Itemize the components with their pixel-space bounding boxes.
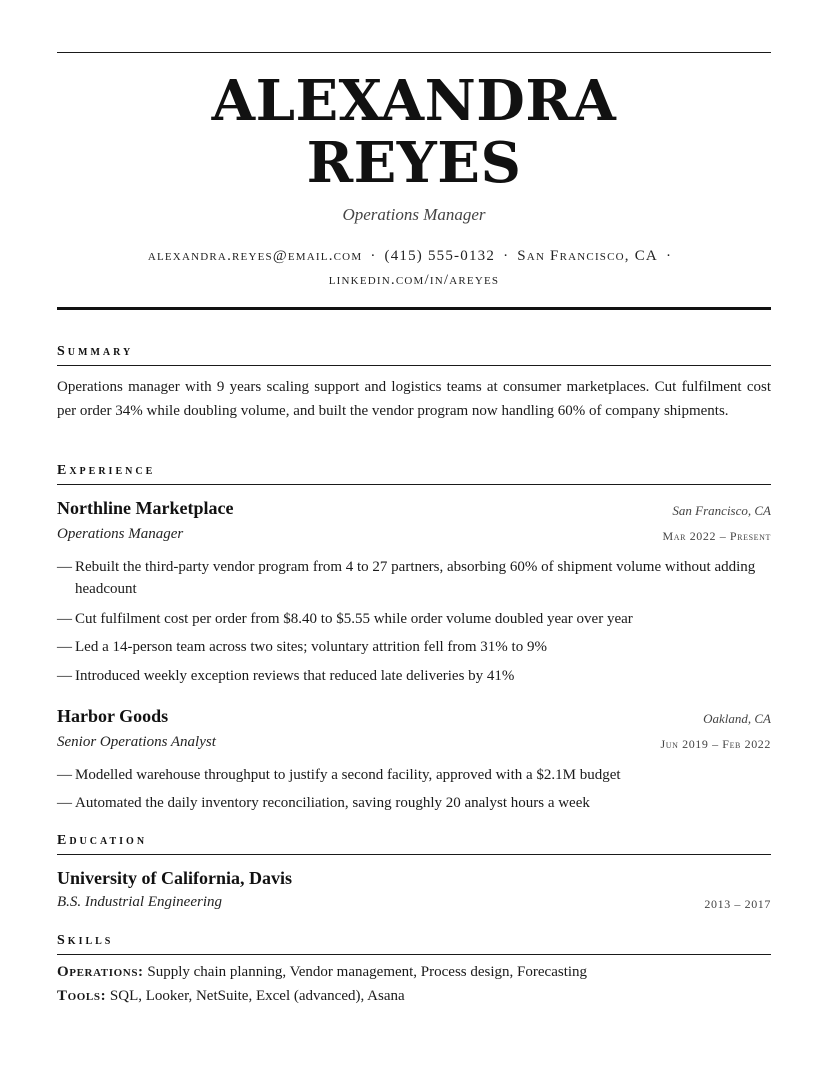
linkedin-link[interactable]: linkedin.com/in/areyes <box>328 272 500 288</box>
job-location: Oakland, CA <box>703 711 771 726</box>
education-dates: 2013 – 2017 <box>704 897 771 911</box>
skill-label: Operations: <box>57 964 144 980</box>
bullet-marker: — <box>57 668 72 684</box>
section-rule <box>57 954 771 955</box>
summary-heading: Summary <box>57 344 134 359</box>
skill-values: Supply chain planning, Vendor management, Process design, Forecasting <box>147 964 588 980</box>
candidate-name <box>57 70 771 194</box>
skill-row-operations <box>57 964 587 981</box>
bullet-text: Introduced weekly exception reviews that reduced late deliveries by 41% <box>75 668 515 684</box>
section-rule <box>57 854 771 855</box>
skills-heading: Skills <box>57 933 114 948</box>
education-section-header <box>57 833 771 855</box>
job-bullet <box>57 665 771 687</box>
name-line-2: REYES <box>306 130 522 196</box>
name-line-1: ALEXANDRA <box>211 68 617 134</box>
bullet-marker: — <box>57 795 72 811</box>
bullet-marker: — <box>57 639 72 655</box>
contact-line <box>57 244 771 292</box>
school-name: University of California, Davis <box>57 868 292 888</box>
bullet-text: Led a 14-person team across two sites; voluntary attrition fell from 31% to 9% <box>75 639 547 655</box>
skill-values: SQL, Looker, NetSuite, Excel (advanced), Asana <box>109 988 405 1004</box>
job-dates: Jun 2019 – Feb 2022 <box>660 737 771 751</box>
job-bullet <box>57 556 771 600</box>
experience-heading: Experience <box>57 463 156 478</box>
job-bullet <box>57 792 771 814</box>
email-link[interactable]: alexandra.reyes@email.com <box>147 248 363 264</box>
section-rule <box>57 365 771 366</box>
job-bullet <box>57 764 771 786</box>
summary-section-header <box>57 344 771 366</box>
bullet-marker: — <box>57 767 72 783</box>
skill-row-tools <box>57 988 405 1005</box>
company-name: Northline Marketplace <box>57 498 234 518</box>
education-heading: Education <box>57 833 148 848</box>
phone-number: (415) 555-0132 <box>384 248 496 264</box>
contact-separator: · <box>370 248 377 264</box>
bullet-text: Modelled warehouse throughput to justify a second facility, approved with a $2.1M budget <box>75 767 621 783</box>
job-bullet <box>57 608 771 630</box>
candidate-role: Operations Manager <box>342 205 486 224</box>
job-location: San Francisco, CA <box>672 503 771 518</box>
company-name: Harbor Goods <box>57 706 169 726</box>
bullet-marker: — <box>57 559 72 575</box>
bullet-text: Rebuilt the third-party vendor program from 4 to 27 partners, absorbing 60% of shipment volume without adding headcount <box>75 559 756 597</box>
job-bullet <box>57 636 771 658</box>
contact-separator: · <box>665 248 673 264</box>
summary-text: Operations manager with 9 years scaling support and logistics teams at consumer marketplaces. Cut fulfilment cost per order 34% while doubling volume, and built the vendor program now handling 60% of company shipments. <box>57 379 771 419</box>
job-title: Senior Operations Analyst <box>57 734 216 750</box>
section-rule <box>57 484 771 485</box>
bullet-marker: — <box>57 611 72 627</box>
job-title: Operations Manager <box>57 526 184 542</box>
bullet-text: Cut fulfilment cost per order from $8.40 to $5.55 while order volume doubled year over year <box>75 611 633 627</box>
location-text: San Francisco, CA <box>517 248 658 264</box>
skill-label: Tools: <box>57 988 107 1004</box>
contact-separator: · <box>503 248 510 264</box>
bullet-text: Automated the daily inventory reconciliation, saving roughly 20 analyst hours a week <box>75 795 590 811</box>
header-bottom-rule <box>57 307 771 310</box>
job-dates: Mar 2022 – Present <box>662 529 771 543</box>
header-top-rule <box>57 52 771 53</box>
skills-section-header <box>57 933 771 955</box>
experience-section-header <box>57 463 771 485</box>
degree-name: B.S. Industrial Engineering <box>57 894 222 910</box>
